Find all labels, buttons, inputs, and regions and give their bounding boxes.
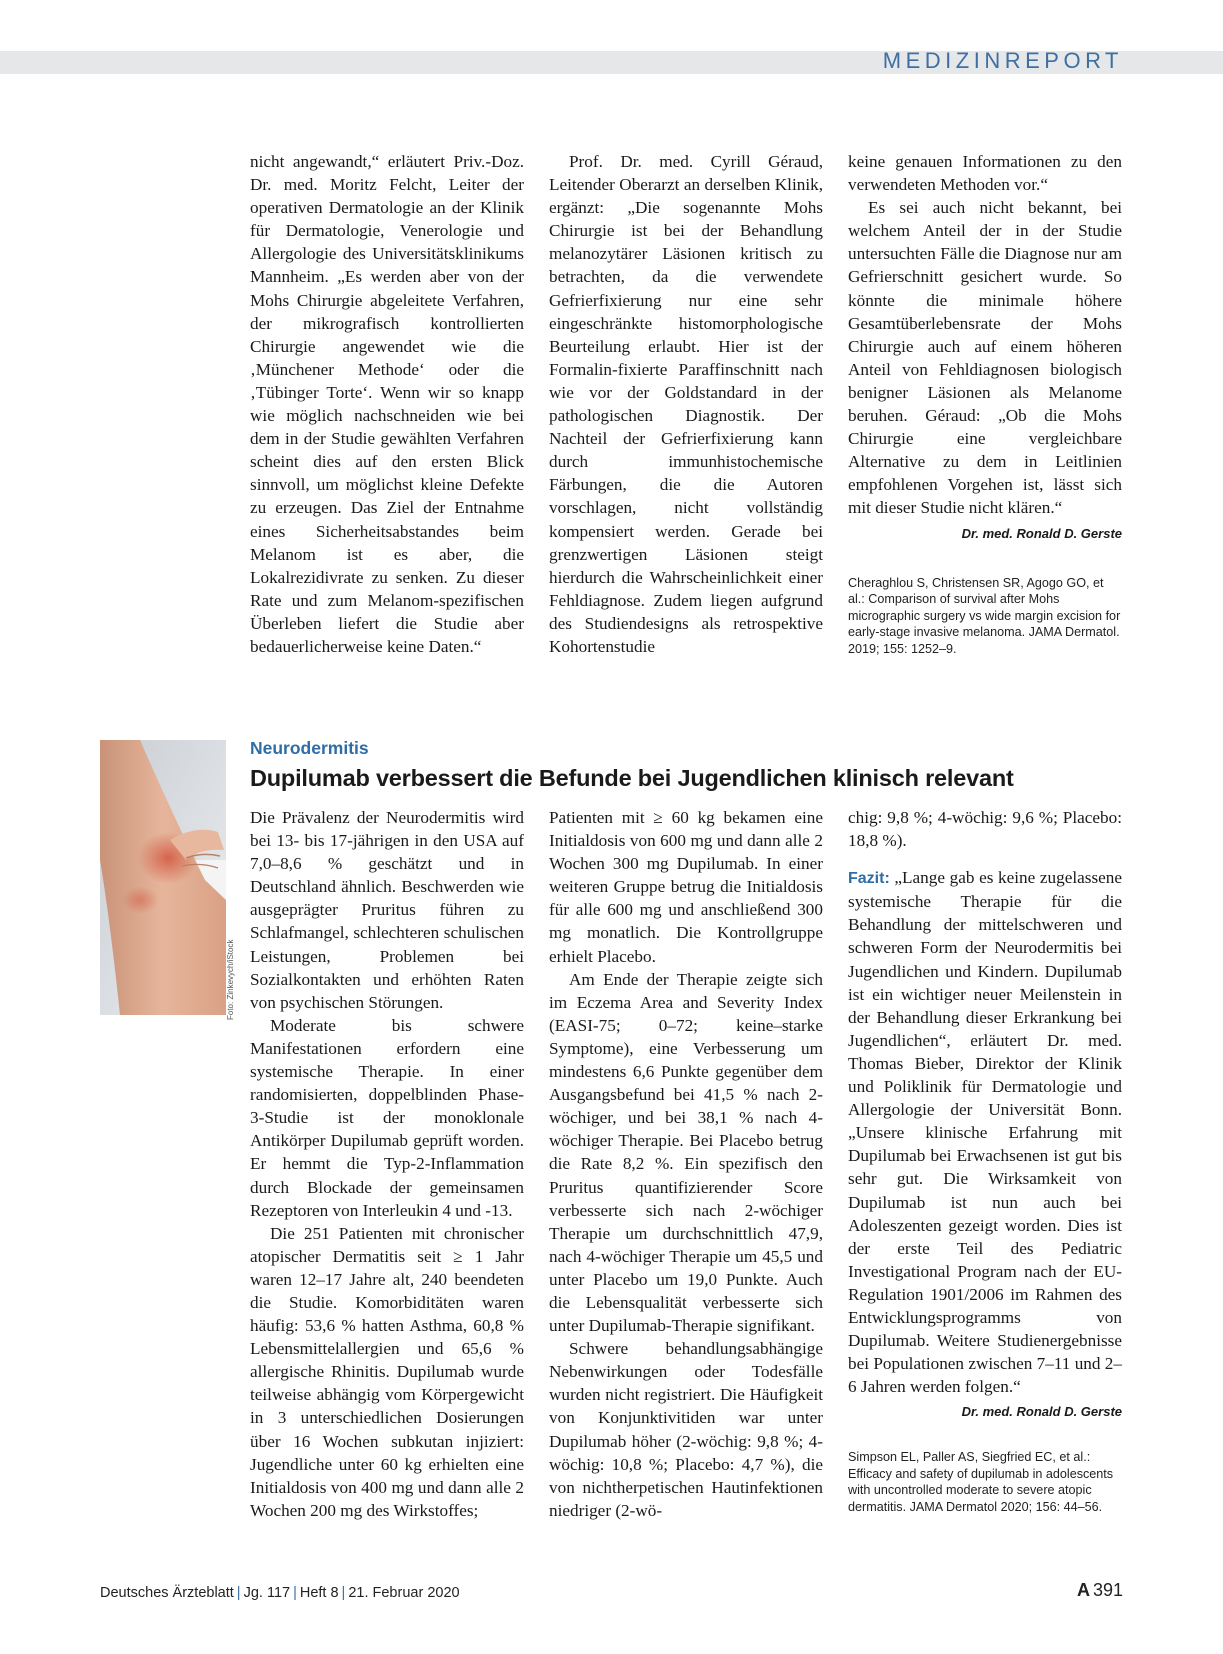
paragraph: Die 251 Patienten mit chronischer atopischer Dermatitis seit ≥ 1 Jahr waren 12–17 Jahre alt, 240 beendeten die Studie. Komorbiditäten waren häufig: 53,6 % hatten Asthma, 60,8 % Lebensmittelallergien und 65,6 % allergische Rhinitis. Dupilumab wurde teilweise abhängig vom Körpergewicht in 3 unterschiedlichen Dosierungen über 16 Wochen subkutan injiziert: Jugendliche unter 60 kg erhielten eine Initialdosis von 400 mg und dann alle 2 Wochen 200 mg des Wirkstoffes; — [250, 1223, 524, 1520]
paragraph: Die Prävalenz der Neurodermitis wird bei 13- bis 17-jährigen in den USA auf 7,0–8,6 % geschätzt und in Deutschland ähnlich. Beschwerden wie ausgeprägter Pruritus führen zu Schlafmangel, schlechteren schulischen Leistungen, Problemen bei Sozialkontakten und erhöhten Raten von psychischen Störungen. — [250, 808, 524, 1012]
paragraph: Schwere behandlungsabhängige Nebenwirkungen oder Todesfälle wurden nicht registriert. Die Häufigkeit von Konjunktivitiden war unter Dupilumab höher (2-wöchig: 9,8 %; 4-wöchig: 10,8 %; Placebo: 4,7 %), die von nichtherpetischen Hautinfektionen niedriger (2-wö- — [549, 1339, 823, 1520]
journal-date: 21. Februar 2020 — [348, 1585, 460, 1601]
paragraph: Es sei auch nicht bekannt, bei welchem Anteil der in der Studie untersuchten Fälle die Diagnose nur am Gefrierschnitt gesichert wurde. So könnte die minimale höhere Gesamtüberlebensrate der Mohs Chirurgie auch auf einem höheren Anteil von Fehldiagnosen biologisch benigner Läsionen als Melanome beruhen. Géraud: „Ob die Mohs Chirurgie eine vergleichbare Alternative zu dem in Leitlinien empfohlenen Vorgehen ist, lässt sich mit dieser Studie nicht klären.“ — [848, 198, 1122, 518]
paragraph: Prof. Dr. med. Cyrill Géraud, Leitender Oberarzt an derselben Klinik, ergänzt: „Die sogenannte Mohs Chirurgie ist bei der Behandlung melanozytärer Läsionen kritisch zu betrachten, da die verwendete Gefrierfixierung nur eine sehr eingeschränkte histomorphologische Beurteilung erlaubt. Hier ist der Formalin-fixierte Paraffinschnitt nach wie vor der Goldstandard in der pathologischen Diagnostik. Der Nachteil der Gefrierfixierung kann durch immunhistochemische Färbungen, die die Autoren vorschlagen, nicht vollständig kompensiert werden. Gerade bei grenzwertigen Läsionen steigt hierdurch die Wahrscheinlichkeit einer Fehldiagnose. Zudem liegen aufgrund des Studiendesigns als retrospektive Kohortenstudie — [549, 152, 823, 656]
journal-volume: Jg. 117 — [243, 1585, 291, 1601]
photo-illustration — [100, 740, 226, 1015]
fazit-text: „Lange gab es keine zugelassene systemische Therapie für die Behandlung der mittelschweren und schweren Form der Neurodermitis bei Jugendlichen und Kindern. Dupilumab ist ein wichtiger neuer Meilenstein in der Behandlung dieser Erkrankung bei Jugendlichen“, erläutert Dr. med. Thomas Bieber, Direktor der Klinik und Poliklinik für Dermatologie und Allergologie der Universität Bonn. „Unsere klinische Erfahrung mit Dupilumab bei Erwachsenen ist gut bis sehr gut. Die Wirksamkeit von Dupilumab ist nun auch bei Adoleszenten gezeigt worden. Dies ist der erste Teil des Pediatric Investigational Program nach der EU-Regulation 1901/2006 im Rahmen des Entwicklungsprogramms von Dupilumab. Weitere Studienergebnisse bei Populationen zwischen 7–11 und 2–6 Jahren werden folgen.“ — [848, 868, 1122, 1397]
paragraph: keine genauen Informationen zu den verwendeten Methoden vor.“ — [848, 152, 1122, 195]
paragraph: Am Ende der Therapie zeigte sich im Eczema Area and Severity Index (EASI-75; 0–72; keine–starke Symptome), eine Verbesserung um mindestens 6,6 Punkte gegenüber dem Ausgangsbefund bei 41,5 % nach 2-wöchiger, und bei 38,1 % nach 4-wöchiger Therapie. Bei Placebo betrug die Rate 8,2 %. Ein spezifisch den Pruritus quantifizierender Score verbesserte sich nach 2-wöchiger Therapie um durchschnittlich 47,9, nach 4-wöchiger Therapie um 45,5 und unter Placebo um 19,0 Punkte. Auch die Lebensqualität verbesserte sich unter Dupilumab-Therapie signifikant. — [549, 969, 823, 1336]
journal-name: Deutsches Ärzteblatt — [100, 1585, 234, 1601]
author-signature: Dr. med. Ronald D. Gerste — [961, 525, 1122, 541]
section-label: MEDIZINREPORT — [882, 48, 1123, 73]
article-kicker: Neurodermitis — [250, 738, 369, 758]
top-column-3 — [848, 150, 1122, 657]
fazit-label: Fazit: — [848, 870, 890, 888]
article-headline: Dupilumab verbessert die Befunde bei Jugendlichen klinisch relevant — [250, 765, 1014, 791]
paragraph: nicht angewandt,“ erläutert Priv.-Doz. Dr. med. Moritz Felcht, Leiter der operativen Dermatologie an der Klinik für Dermatologie, Venerologie und Allergologie des Universitätsklinikums Mannheim. „Es werden aber von der Mohs Chirurgie abgeleitete Verfahren, der mikrografisch kontrollierten Chirurgie angewendet wie die ‚Münchener Methode‘ oder die ‚Tübinger Torte‘. Wenn wir so knapp wie möglich nachschneiden wie bei dem in der Studie gewählten Verfahren scheint dies auf den ersten Blick sinnvoll, um möglichst kleine Defekte zu erzeugen. Das Ziel der Entnahme eines Sicherheitsabstandes beim Melanom ist es aber, die Lokalrezidivrate zu senken. Zu dieser Rate und zum Melanom-spezifischen Überleben liefert die Studie aber bedauerlicherweise keine Daten.“ — [250, 152, 524, 656]
fazit-paragraph — [848, 866, 1122, 1398]
paragraph: Moderate bis schwere Manifestationen erfordern eine systemische Therapie. In einer randomisierten, doppelblinden Phase-3-Studie ist der monoklonale Antikörper Dupilumab geprüft worden. Er hemmt die Typ-2-Inflammation durch Blockade der gemeinsamen Rezeptoren von Interleukin 4 und -13. — [250, 1015, 524, 1220]
reference: Simpson EL, Paller AS, Siegfried EC, et al.: Efficacy and safety of dupilumab in adolescents with uncontrolled moderate to severe atopic dermatitis. JAMA Dermatol 2020; 156: 44–56. — [848, 1450, 1114, 1514]
page-number-value: 391 — [1092, 1580, 1123, 1600]
page-number — [1077, 1580, 1123, 1601]
photo-credit: Foto: Zinkevych/iStock — [226, 939, 235, 1020]
paragraph: chig: 9,8 %; 4-wöchig: 9,6 %; Placebo: 18,8 %). — [848, 808, 1122, 851]
article-column-2 — [549, 806, 823, 1522]
article-photo — [100, 740, 226, 1015]
paragraph: Patienten mit ≥ 60 kg bekamen eine Initialdosis von 600 mg und dann alle 2 Wochen 300 mg Dupilumab. In einer weiteren Gruppe betrug die Initialdosis für alle 600 mg und anschließend 300 mg monatlich. Die Kontrollgruppe erhielt Placebo. — [549, 808, 823, 966]
top-column-2 — [549, 150, 823, 658]
top-column-1 — [250, 150, 524, 658]
article-column-3 — [848, 806, 1122, 1515]
footer-citation: Deutsches Ärzteblatt | Jg. 117 | Heft 8 | 21. Februar 2020 — [100, 1585, 460, 1601]
author-signature: Dr. med. Ronald D. Gerste — [961, 1404, 1122, 1420]
journal-issue: Heft 8 — [299, 1585, 339, 1601]
page-prefix: A — [1076, 1580, 1090, 1600]
article-column-1 — [250, 806, 524, 1522]
reference: Cheraghlou S, Christensen SR, Agogo GO, et al.: Comparison of survival after Mohs micrographic surgery vs wide margin excision for early-stage invasive melanoma. JAMA Dermatol. 2019; 155: 1252–9. — [848, 575, 1121, 656]
